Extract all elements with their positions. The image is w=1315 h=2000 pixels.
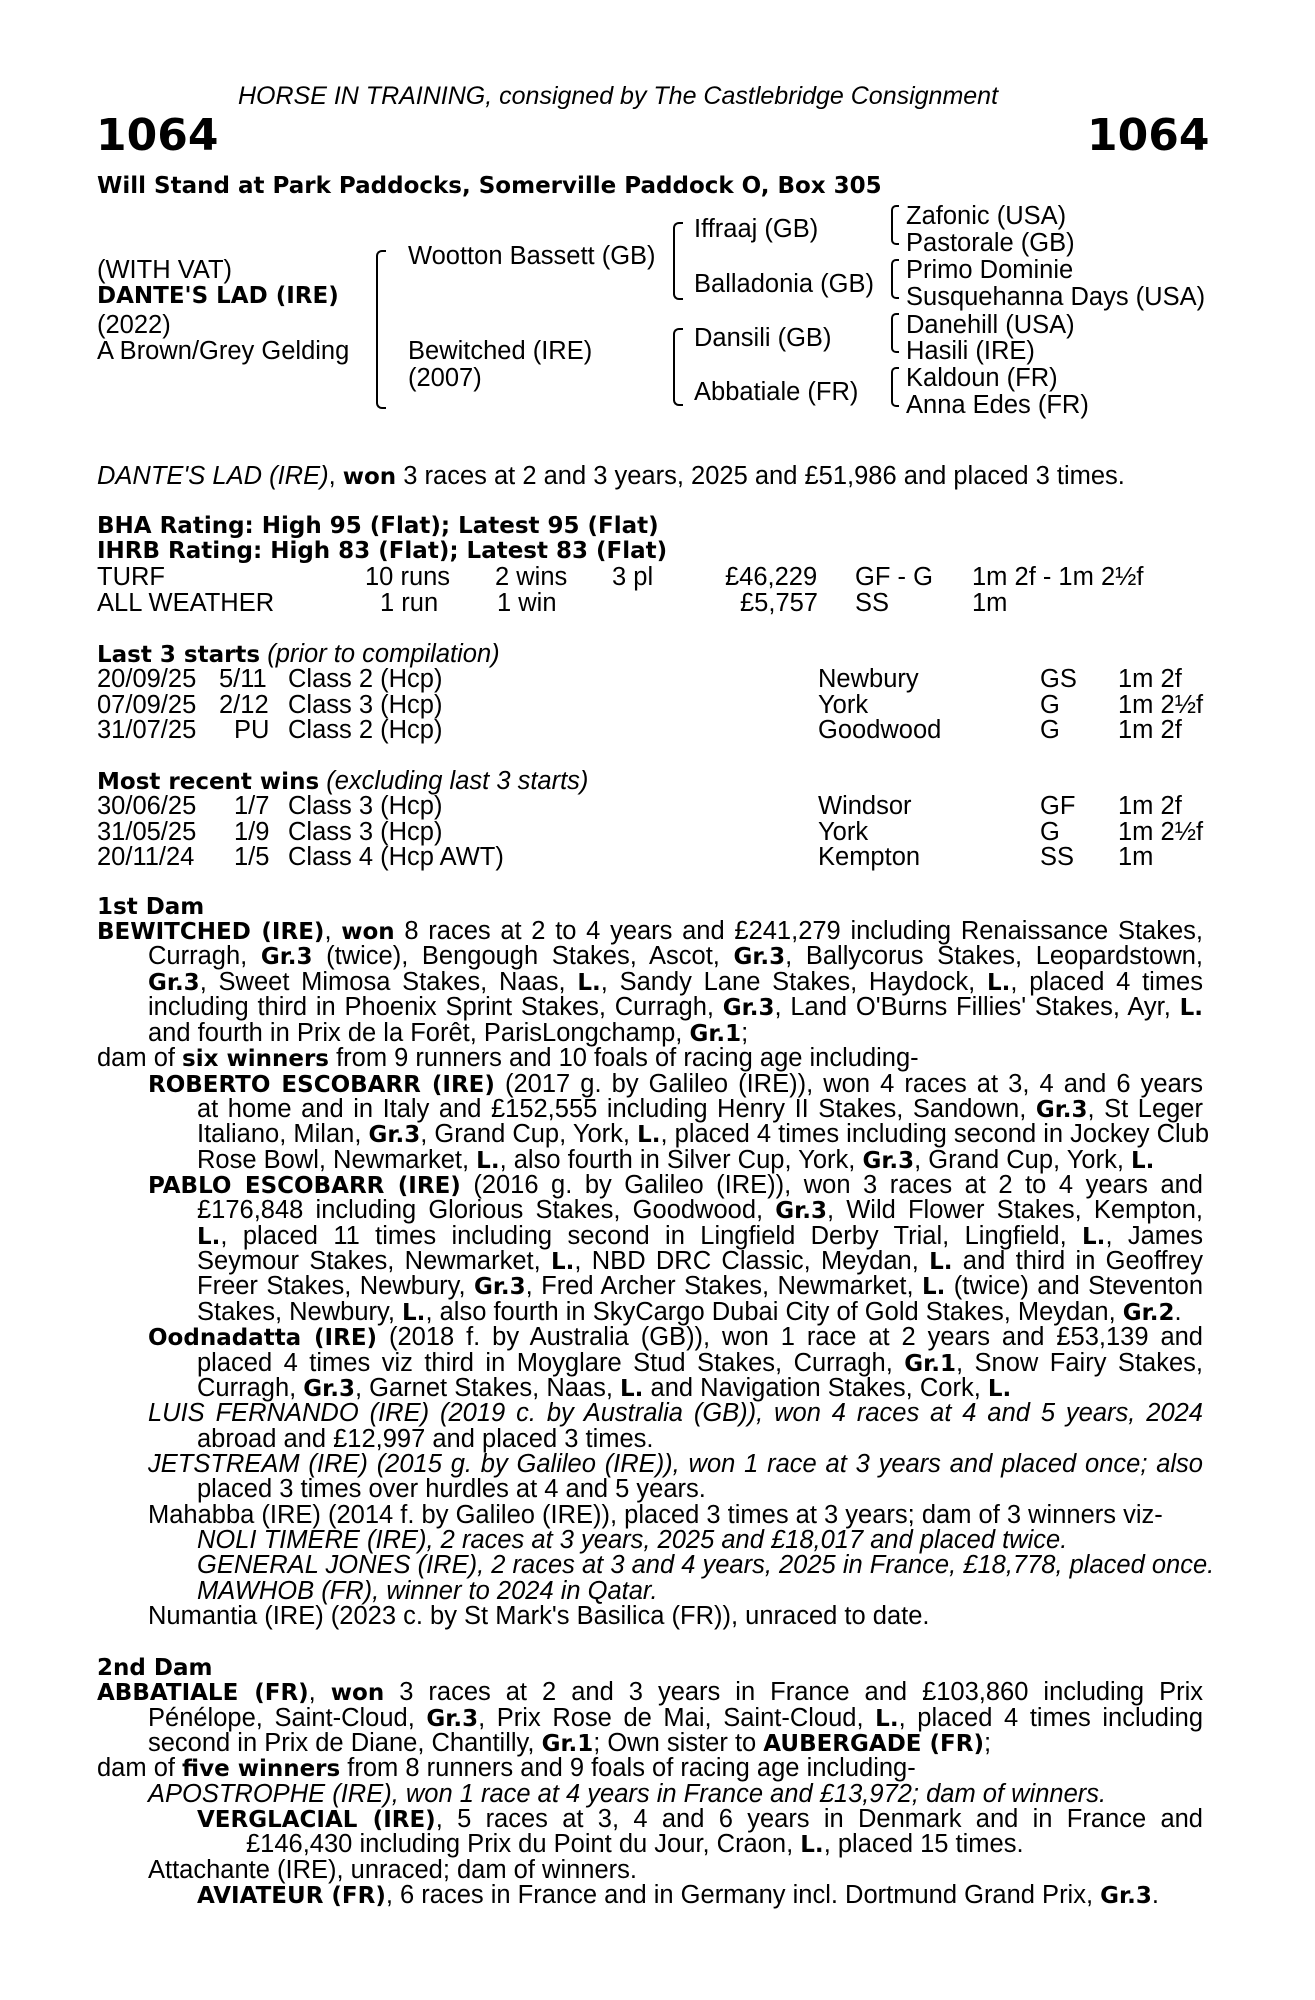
table-row	[97, 563, 165, 592]
grand-progeny-line: £146,430 including Prix du Point du Jour, Craon, L., placed 15 times.	[246, 1830, 1024, 1858]
start-date: 20/09/25	[97, 665, 197, 693]
dam-of-text: from 9 runners and 10 foals of racing age including-	[328, 1044, 919, 1072]
start-date: 31/07/25	[97, 716, 197, 744]
progeny-line: ROBERTO ESCOBARR (IRE) (2017 g. by Galileo (IRE)), won 4 races at 3, 4 and 6 years	[148, 1070, 1204, 1098]
second-dam-heading: 2nd Dam	[97, 1655, 213, 1681]
dam-of-line	[97, 1046, 1203, 1073]
grand-progeny-line: AVIATEUR (FR), 6 races in France and in Germany incl. Dortmund Grand Prix, Gr.3.	[197, 1881, 1159, 1909]
progeny-line: JETSTREAM (IRE) (2015 g. by Galileo (IRE)), won 1 race at 3 years and placed once; also	[148, 1450, 1203, 1478]
pedigree-dss: Danehill (USA)	[906, 311, 1075, 339]
dam-para-line: Gr.3, Sweet Mimosa Stakes, Naas, L., Sandy Lane Stakes, Haydock, L., placed 4 times	[148, 968, 1203, 996]
start-going: G	[1040, 716, 1060, 744]
dam-para-line: including third in Phoenix Sprint Stakes, Curragh, Gr.3, Land O'Burns Fillies' Stakes, Ayr, L.	[148, 993, 1204, 1021]
win-class: Class 3 (Hcp)	[288, 792, 443, 820]
dam-para-line: ABBATIALE (FR), won 3 races at 2 and 3 years in France and £103,860 including Prix	[97, 1678, 1204, 1706]
consignment-line: HORSE IN TRAINING, consigned by The Castlebridge Consignment	[238, 82, 999, 110]
ihrb-rating: IHRB Rating: High 83 (Flat); Latest 83 (Flat)	[97, 538, 668, 564]
progeny-line: Curragh, Gr.3, Garnet Stakes, Naas, L. and Navigation Stakes, Cork, L.	[197, 1374, 1012, 1402]
start-position: 2/12	[219, 691, 269, 719]
horse-year: (2022)	[97, 311, 171, 339]
record-money: £46,229	[725, 563, 818, 591]
progeny-line: Attachante (IRE), unraced; dam of winners.	[148, 1856, 637, 1884]
progeny-line: placed 4 times viz third in Moyglare Stud Stakes, Curragh, Gr.1, Snow Fairy Stakes,	[197, 1349, 1203, 1377]
start-class: Class 2 (Hcp)	[288, 716, 443, 744]
progeny-line: Italiano, Milan, Gr.3, Grand Cup, York, L., placed 4 times including second in Jockey Club	[197, 1120, 1210, 1148]
win-distance: 1m 2½f	[1118, 818, 1204, 846]
progeny-line: at home and in Italy and £152,555 including Henry II Stakes, Sandown, Gr.3, St Leger	[197, 1095, 1203, 1123]
summary-won: won	[342, 464, 397, 490]
start-position: PU	[234, 716, 270, 744]
pedigree-bracket	[891, 367, 899, 407]
dam-para-line: second in Prix de Diane, Chantilly, Gr.1; Own sister to AUBERGADE (FR);	[148, 1729, 992, 1757]
record-going: SS	[855, 589, 890, 617]
progeny-line: Mahabba (IRE) (2014 f. by Galileo (IRE)), placed 3 times at 3 years; dam of 3 winners viz-	[148, 1501, 1163, 1529]
start-distance: 1m 2f	[1118, 665, 1182, 693]
dam-para-line: BEWITCHED (IRE), won 8 races at 2 to 4 years and £241,279 including Renaissance Stakes,	[97, 917, 1203, 945]
summary-horse-name: DANTE'S LAD (IRE)	[97, 462, 329, 490]
first-dam-heading: 1st Dam	[97, 894, 205, 920]
record-wins: 2 wins	[495, 563, 568, 591]
record-wins: 1 win	[497, 589, 557, 617]
progeny-line: Numantia (IRE) (2023 c. by St Mark's Basilica (FR)), unraced to date.	[148, 1602, 930, 1630]
record-runs: 1 run	[380, 589, 439, 617]
pedigree-dam: Bewitched (IRE)	[408, 337, 593, 365]
start-going: G	[1040, 691, 1060, 719]
win-distance: 1m	[1118, 843, 1154, 871]
pedigree-bracket	[376, 250, 386, 409]
start-course: York	[818, 691, 869, 719]
dam-para-line: Pénélope, Saint-Cloud, Gr.3, Prix Rose de Mai, Saint-Cloud, L., placed 4 times including	[148, 1704, 1204, 1732]
last-starts-title: Last 3 starts	[97, 642, 261, 668]
win-going: SS	[1040, 843, 1075, 871]
pedigree-dds: Kaldoun (FR)	[906, 364, 1058, 392]
pedigree-dam-year: (2007)	[408, 364, 482, 392]
pedigree-sire-dam: Balladonia (GB)	[694, 270, 875, 298]
record-money: £5,757	[740, 589, 818, 617]
lot-number-right: 1064	[1087, 110, 1210, 161]
win-date: 31/05/25	[97, 818, 197, 846]
pedigree-ssd: Pastorale (GB)	[906, 229, 1075, 257]
progeny-line: £176,848 including Glorious Stakes, Goodwood, Gr.3, Wild Flower Stakes, Kempton,	[197, 1196, 1203, 1224]
progeny-line: APOSTROPHE (IRE), won 1 race at 4 years in France and £13,972; dam of winners.	[148, 1780, 1107, 1808]
progeny-line: LUIS FERNANDO (IRE) (2019 c. by Australia (GB)), won 4 races at 4 and 5 years, 2024	[148, 1399, 1203, 1427]
progeny-line: Freer Stakes, Newbury, Gr.3, Fred Archer Stakes, Newmarket, L. (twice) and Steventon	[197, 1272, 1203, 1300]
progeny-line: Oodnadatta (IRE) (2018 f. by Australia (GB)), won 1 race at 2 years and £53,139 and	[148, 1323, 1203, 1351]
pedigree-bracket	[673, 222, 683, 300]
progeny-line: L., placed 11 times including second in Lingfield Derby Trial, Lingfield, L., James	[197, 1222, 1203, 1250]
horse-description: A Brown/Grey Gelding	[97, 337, 350, 365]
pedigree-dsd: Hasili (IRE)	[906, 337, 1035, 365]
start-class: Class 2 (Hcp)	[288, 665, 443, 693]
start-going: GS	[1040, 665, 1077, 693]
race-summary: DANTE'S LAD (IRE), won 3 races at 2 and 3 years, 2025 and £51,986 and placed 3 times.	[97, 462, 1125, 490]
grand-progeny-line: GENERAL JONES (IRE), 2 races at 3 and 4 years, 2025 in France, £18,778, placed once.	[197, 1551, 1215, 1579]
record-distance: 1m 2f - 1m 2½f	[972, 563, 1144, 591]
grand-progeny-line: VERGLACIAL (IRE), 5 races at 3, 4 and 6 years in Denmark and in France and	[197, 1805, 1203, 1833]
record-runs: 10 runs	[365, 563, 451, 591]
progeny-line: Stakes, Newbury, L., also fourth in SkyCargo Dubai City of Gold Stakes, Meydan, Gr.2.	[197, 1298, 1182, 1326]
summary-text: 3 races at 2 and 3 years, 2025 and £51,986 and placed 3 times.	[403, 462, 1125, 490]
dam-of-text: dam of	[97, 1044, 183, 1072]
progeny-line: abroad and £12,997 and placed 3 times.	[197, 1425, 654, 1453]
win-distance: 1m 2f	[1118, 792, 1182, 820]
win-position: 1/7	[234, 792, 270, 820]
last-starts-note: (prior to compilation)	[267, 640, 500, 668]
win-going: GF	[1040, 792, 1076, 820]
progeny-line: Seymour Stakes, Newmarket, L., NBD DRC Classic, Meydan, L. and third in Geoffrey	[197, 1247, 1203, 1275]
stand-location: Will Stand at Park Paddocks, Somerville Paddock O, Box 305	[97, 173, 882, 199]
pedigree-bracket	[673, 328, 683, 406]
pedigree-dam-sire: Dansili (GB)	[694, 324, 832, 352]
win-class: Class 3 (Hcp)	[288, 818, 443, 846]
vat-note: (WITH VAT)	[97, 256, 233, 284]
pedigree-bracket	[891, 259, 899, 299]
start-course: Newbury	[818, 665, 919, 693]
win-course: Windsor	[818, 792, 912, 820]
start-position: 5/11	[219, 665, 267, 693]
pedigree-sdd: Susquehanna Days (USA)	[906, 283, 1206, 311]
horse-name: DANTE'S LAD (IRE)	[97, 283, 339, 309]
record-distance: 1m	[972, 589, 1008, 617]
win-position: 1/5	[234, 843, 270, 871]
dam-of-text: dam of	[97, 1754, 183, 1782]
win-course: Kempton	[818, 843, 921, 871]
dam-para-line: and fourth in Prix de la Forêt, ParisLongchamp, Gr.1;	[148, 1019, 749, 1047]
recent-wins-title: Most recent wins	[97, 769, 320, 795]
pedigree-sss: Zafonic (USA)	[906, 202, 1067, 230]
start-date: 07/09/25	[97, 691, 197, 719]
pedigree-bracket	[891, 313, 899, 353]
win-going: G	[1040, 818, 1060, 846]
record-surface: TURF	[97, 563, 165, 591]
record-surface: ALL WEATHER	[97, 589, 275, 617]
progeny-line: placed 3 times over hurdles at 4 and 5 years.	[197, 1475, 706, 1503]
record-going: GF - G	[855, 563, 933, 591]
dam-of-line	[97, 1756, 1203, 1783]
record-placed: 3 pl	[612, 563, 654, 591]
win-date: 30/06/25	[97, 792, 197, 820]
progeny-line: Rose Bowl, Newmarket, L., also fourth in Silver Cup, York, Gr.3, Grand Cup, York, L.	[197, 1146, 1155, 1174]
bha-rating: BHA Rating: High 95 (Flat); Latest 95 (Flat)	[97, 513, 659, 539]
recent-wins-note: (excluding last 3 starts)	[326, 767, 589, 795]
progeny-line: PABLO ESCOBARR (IRE) (2016 g. by Galileo (IRE)), won 3 races at 2 to 4 years and	[148, 1171, 1203, 1199]
dam-para-line: Curragh, Gr.3 (twice), Bengough Stakes, Ascot, Gr.3, Ballycorus Stakes, Leopardstown,	[148, 942, 1203, 970]
grand-progeny-line: NOLI TIMERE (IRE), 2 races at 3 years, 2025 and £18,017 and placed twice.	[197, 1526, 1068, 1554]
grand-progeny-line: MAWHOB (FR), winner to 2024 in Qatar.	[197, 1577, 658, 1605]
pedigree-sds: Primo Dominie	[906, 256, 1074, 284]
start-class: Class 3 (Hcp)	[288, 691, 443, 719]
start-distance: 1m 2f	[1118, 716, 1182, 744]
pedigree-ddd: Anna Edes (FR)	[906, 391, 1089, 419]
pedigree-dam-dam: Abbatiale (FR)	[694, 378, 859, 406]
dam-of-winners: five winners	[182, 1756, 341, 1782]
start-course: Goodwood	[818, 716, 942, 744]
pedigree-bracket	[891, 205, 899, 245]
win-class: Class 4 (Hcp AWT)	[288, 843, 504, 871]
dam-of-text: from 8 runners and 9 foals of racing age including-	[340, 1754, 916, 1782]
pedigree-sire: Wootton Bassett (GB)	[408, 242, 656, 270]
pedigree-sire-sire: Iffraaj (GB)	[694, 215, 819, 243]
win-position: 1/9	[234, 818, 270, 846]
start-distance: 1m 2½f	[1118, 691, 1204, 719]
win-date: 20/11/24	[97, 843, 195, 871]
lot-number-left: 1064	[96, 110, 219, 161]
dam-of-winners: six winners	[182, 1046, 329, 1072]
win-course: York	[818, 818, 869, 846]
